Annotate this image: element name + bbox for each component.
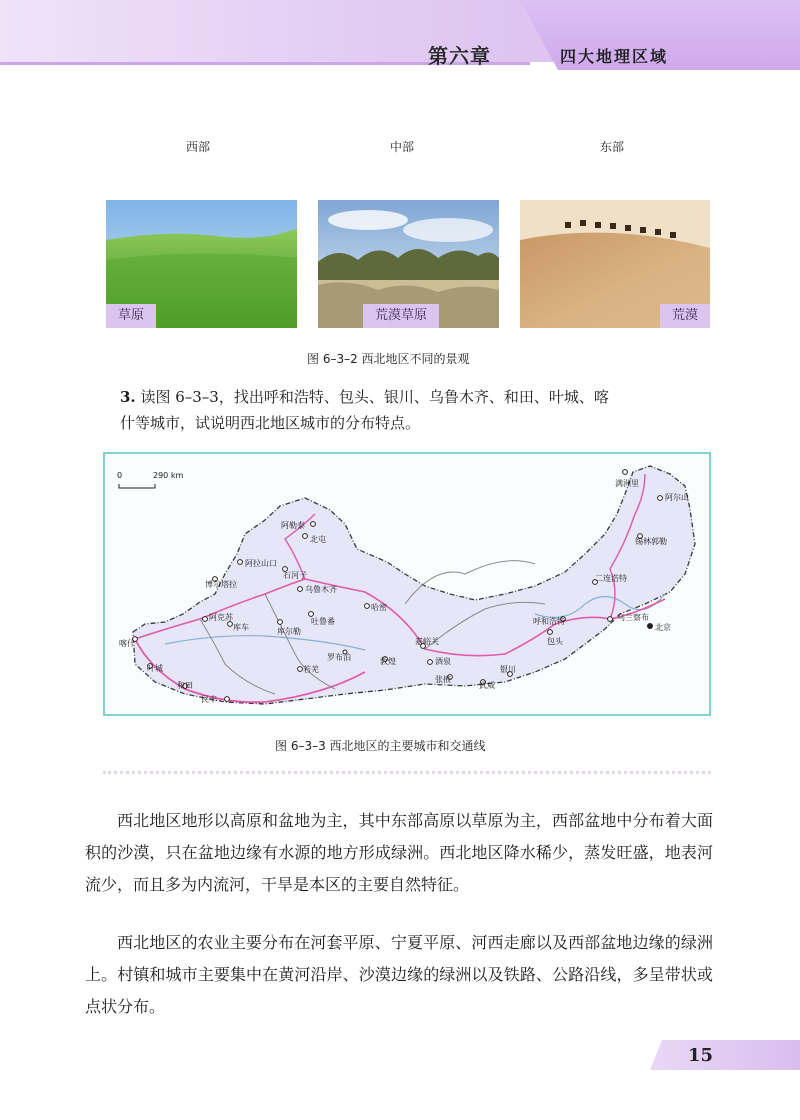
city-yinchuan: 银川	[500, 665, 516, 674]
figure-caption-landscape: 图 6–3–2 西北地区不同的景观	[307, 352, 470, 366]
city-shihezi: 石河子	[283, 571, 307, 580]
question-number: 3.	[120, 388, 136, 406]
photo-tag-desert-steppe: 荒漠草原	[363, 304, 439, 328]
city-ruoqiang: 若羌	[303, 665, 319, 674]
region-label-east: 东部	[600, 140, 625, 154]
city-aershan: 阿尔山	[665, 493, 689, 502]
map-svg	[105, 454, 709, 714]
city-turpan: 吐鲁番	[311, 617, 335, 626]
region-label-central: 中部	[390, 140, 415, 154]
question-text-line1: 读图 6–3–3，找出呼和浩特、包头、银川、乌鲁木齐、和田、叶城、喀	[140, 388, 609, 406]
city-minfeng: 民丰	[201, 695, 217, 704]
city-dunhuang: 敦煌	[380, 657, 396, 666]
region-label-west: 西部	[186, 140, 211, 154]
page-number: 15	[688, 1045, 714, 1066]
city-kuqa: 库车	[233, 623, 249, 632]
map-northwest-china	[103, 452, 711, 716]
photo-desert	[520, 200, 710, 328]
city-hami: 哈密	[371, 603, 387, 612]
city-zhangye: 张掖	[435, 675, 451, 684]
city-erenhot: 二连浩特	[595, 574, 627, 583]
city-beijing: 北京	[655, 623, 671, 632]
city-hotan: 和田	[177, 681, 193, 690]
question-3-line2: 什等城市，试说明西北地区城市的分布特点。	[120, 414, 421, 432]
city-korla: 库尔勒	[277, 627, 301, 636]
question-3	[120, 384, 700, 436]
paragraph-1: 西北地区地形以高原和盆地为主，其中东部高原以草原为主，西部盆地中分布着大面积的沙漠，只在盆地边缘有水源的地方形成绿洲。西北地区降水稀少，蒸发旺盛，地表河流少，而且多为内流河，干旱是本区的主要自然特征。	[85, 811, 713, 894]
city-ulanqab: 乌兰察布	[617, 613, 649, 622]
city-wuwei: 武威	[479, 681, 495, 690]
chapter-title: 第六章	[428, 44, 491, 68]
city-kashgar: 喀什	[119, 639, 135, 648]
city-manzhouli: 满洲里	[615, 479, 639, 488]
photo-tag-desert: 荒漠	[660, 304, 710, 328]
city-aksu: 阿克苏	[209, 613, 233, 622]
lake-lop-nur: 罗布泊	[327, 653, 351, 662]
city-alashankou: 阿拉山口	[245, 559, 277, 568]
question-3-line1	[120, 384, 700, 410]
city-hohhot: 呼和浩特	[533, 617, 565, 626]
page-number-band	[650, 1040, 800, 1070]
city-xilinguole: 锡林郭勒	[635, 537, 667, 546]
city-jiayuguan: 嘉峪关	[415, 637, 439, 646]
city-beitun: 北屯	[310, 535, 326, 544]
scale-zero: 0	[117, 471, 123, 480]
city-altay: 阿勒泰	[281, 521, 305, 530]
city-yecheng: 叶城	[147, 664, 163, 673]
photo-desert-steppe	[318, 200, 499, 328]
city-urumqi: 乌鲁木齐	[305, 585, 337, 594]
section-title: 四大地理区域	[560, 47, 669, 66]
figure-caption-map: 图 6–3–3 西北地区的主要城市和交通线	[275, 739, 486, 753]
photo-grassland	[106, 200, 297, 328]
paragraph-2: 西北地区的农业主要分布在河套平原、宁夏平原、河西走廊以及西部盆地边缘的绿洲上。村镇和城市主要集中在黄河沿岸、沙漠边缘的绿洲以及铁路、公路沿线，多呈带状或点状分布。	[85, 933, 713, 1016]
section-divider	[103, 771, 711, 774]
photo-tag-grassland: 草原	[106, 304, 156, 328]
city-bortala: 博尔塔拉	[205, 580, 237, 589]
city-jiuquan: 酒泉	[435, 657, 451, 666]
city-baotou: 包头	[547, 637, 563, 646]
scale-label: 290 km	[153, 471, 184, 480]
